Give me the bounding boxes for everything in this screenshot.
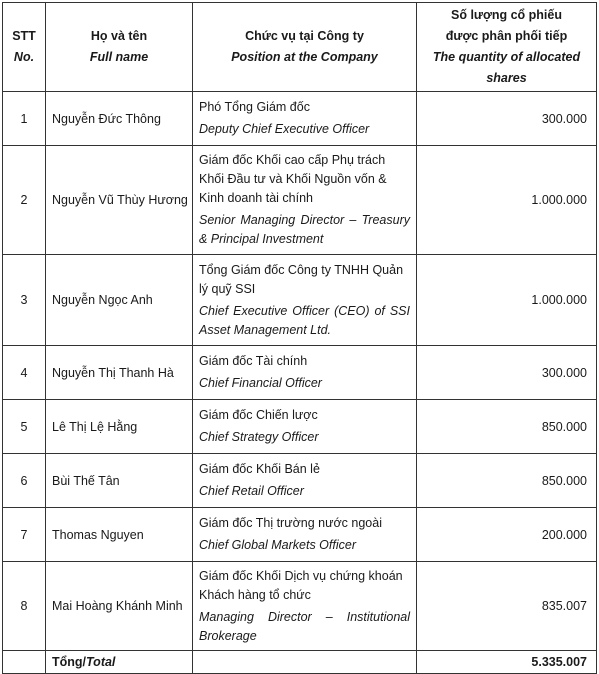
row-number: 1 bbox=[3, 92, 46, 146]
row-full-name: Nguyễn Đức Thông bbox=[46, 92, 193, 146]
row-position-vi: Giám đốc Chiến lược bbox=[199, 408, 318, 422]
row-position-vi: Giám đốc Thị trường nước ngoài bbox=[199, 516, 382, 530]
header-stt-vi: STT bbox=[12, 29, 36, 43]
header-name-vi: Họ và tên bbox=[90, 29, 148, 43]
row-full-name: Nguyễn Ngọc Anh bbox=[46, 255, 193, 346]
row-quantity: 1.000.000 bbox=[417, 255, 597, 346]
row-quantity: 1.000.000 bbox=[417, 146, 597, 255]
table-row bbox=[3, 400, 597, 454]
header-qty-vi-1: Số lượng cổ phiếu bbox=[451, 8, 562, 22]
row-quantity: 850.000 bbox=[417, 454, 597, 508]
row-position-en: Chief Global Markets Officer bbox=[199, 538, 356, 552]
header-quantity bbox=[417, 3, 597, 92]
header-qty-vi-2: được phân phối tiếp bbox=[445, 29, 568, 43]
total-label-vi: Tổng/ bbox=[52, 655, 87, 669]
row-number: 5 bbox=[3, 400, 46, 454]
row-position bbox=[193, 400, 417, 454]
table-row bbox=[3, 562, 597, 651]
header-qty-en-2: shares bbox=[486, 71, 527, 85]
row-quantity: 300.000 bbox=[417, 92, 597, 146]
row-position bbox=[193, 346, 417, 400]
table-row bbox=[3, 255, 597, 346]
row-position-vi: Giám đốc Khối cao cấp Phụ trách Khối Đầu tư và Khối Nguồn vốn & Kinh doanh tài chính bbox=[199, 153, 387, 205]
row-position-en: Chief Strategy Officer bbox=[199, 430, 319, 444]
header-name-en: Full name bbox=[89, 50, 149, 64]
row-full-name: Nguyễn Vũ Thùy Hương bbox=[46, 146, 193, 255]
row-number: 8 bbox=[3, 562, 46, 651]
row-position bbox=[193, 562, 417, 651]
row-number: 7 bbox=[3, 508, 46, 562]
row-position bbox=[193, 255, 417, 346]
header-position-vi: Chức vụ tại Công ty bbox=[245, 29, 364, 43]
row-quantity: 835.007 bbox=[417, 562, 597, 651]
row-number: 6 bbox=[3, 454, 46, 508]
header-stt-en: No. bbox=[13, 50, 35, 64]
table-row bbox=[3, 92, 597, 146]
row-position-en: Chief Financial Officer bbox=[199, 376, 322, 390]
row-position-en: Chief Retail Officer bbox=[199, 484, 304, 498]
row-position-en: Chief Executive Officer (CEO) of SSI Asset Management Ltd. bbox=[199, 303, 410, 337]
table-row bbox=[3, 508, 597, 562]
row-full-name: Lê Thị Lệ Hằng bbox=[46, 400, 193, 454]
row-number: 4 bbox=[3, 346, 46, 400]
row-position-vi: Phó Tổng Giám đốc bbox=[199, 100, 310, 114]
total-label bbox=[46, 651, 193, 674]
row-position-vi: Tổng Giám đốc Công ty TNHH Quản lý quỹ SSI bbox=[199, 262, 404, 296]
row-number: 2 bbox=[3, 146, 46, 255]
header-position bbox=[193, 3, 417, 92]
row-quantity: 200.000 bbox=[417, 508, 597, 562]
table-row bbox=[3, 346, 597, 400]
row-position-en: Senior Managing Director – Treasury & Principal Investment bbox=[199, 213, 410, 246]
row-number: 3 bbox=[3, 255, 46, 346]
total-position-empty bbox=[193, 651, 417, 674]
total-quantity: 5.335.007 bbox=[417, 651, 597, 674]
table-row bbox=[3, 454, 597, 508]
header-position-en: Position at the Company bbox=[231, 50, 378, 64]
total-spacer bbox=[3, 651, 46, 674]
row-quantity: 300.000 bbox=[417, 346, 597, 400]
header-stt bbox=[3, 3, 46, 92]
row-position bbox=[193, 508, 417, 562]
row-full-name: Mai Hoàng Khánh Minh bbox=[46, 562, 193, 651]
row-position bbox=[193, 146, 417, 255]
row-position-vi: Giám đốc Khối Bán lẻ bbox=[199, 462, 320, 476]
row-position bbox=[193, 92, 417, 146]
allocation-table bbox=[2, 2, 597, 674]
row-position-vi: Giám đốc Khối Dịch vụ chứng khoán Khách hàng tổ chức bbox=[199, 568, 403, 602]
row-full-name: Bùi Thế Tân bbox=[46, 454, 193, 508]
header-qty-en-1: The quantity of allocated bbox=[432, 50, 581, 64]
table-header-row bbox=[3, 3, 597, 92]
row-quantity: 850.000 bbox=[417, 400, 597, 454]
total-label-en: Total bbox=[86, 655, 116, 669]
row-position-en: Managing Director – Institutional Brokerage bbox=[199, 609, 410, 643]
row-position-vi: Giám đốc Tài chính bbox=[199, 354, 308, 368]
row-full-name: Thomas Nguyen bbox=[46, 508, 193, 562]
header-name bbox=[46, 3, 193, 92]
row-position bbox=[193, 454, 417, 508]
row-full-name: Nguyễn Thị Thanh Hà bbox=[46, 346, 193, 400]
row-position-en: Deputy Chief Executive Officer bbox=[199, 122, 370, 136]
total-row bbox=[3, 651, 597, 674]
table-row bbox=[3, 146, 597, 255]
